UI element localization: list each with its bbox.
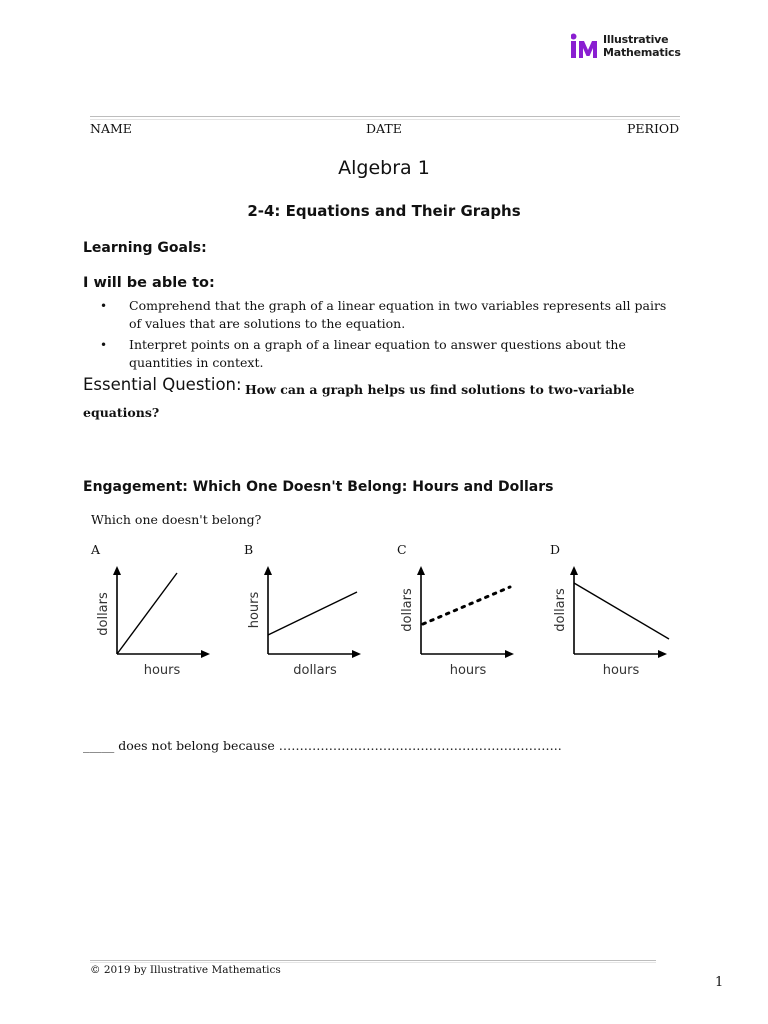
graph-d-xlabel: hours (602, 663, 640, 678)
graph-c-dotted-line (423, 587, 510, 624)
graph-c (392, 560, 532, 690)
bullet-icon: • (100, 338, 108, 352)
lesson-subtitle: 2-4: Equations and Their Graphs (247, 202, 521, 220)
essential-question-line: How can a graph helps us find solutions to two-variable (245, 382, 635, 397)
header-rule-top-inner (90, 119, 680, 120)
footer-rule-inner (90, 962, 656, 963)
graph-label-b: B (244, 542, 254, 557)
date-label: DATE (366, 121, 402, 136)
graph-a-line (117, 573, 177, 654)
graph-label-d: D (550, 542, 561, 557)
footer-rule (90, 960, 656, 961)
prompt-text: Which one doesn't belong? (91, 512, 262, 527)
bullet-icon: • (100, 299, 108, 313)
graph-b (239, 560, 379, 690)
goal-line: of values that are solutions to the equation. (129, 316, 406, 331)
footer-copyright: © 2019 by Illustrative Mathematics (90, 964, 281, 976)
graph-c-xlabel: hours (449, 663, 487, 678)
graph-b-xlabel: dollars (293, 663, 337, 678)
name-label: NAME (90, 121, 132, 136)
graph-b-line (268, 592, 357, 635)
able-to-heading: I will be able to: (83, 275, 215, 291)
goal-line: quantities in context. (129, 355, 264, 370)
logo-text-line1: Illustrative (603, 33, 669, 46)
page-title: Algebra 1 (338, 157, 430, 179)
graph-b-ylabel: hours (247, 591, 262, 629)
essential-question-text (83, 378, 683, 424)
graph-label-c: C (397, 542, 407, 557)
page-number: 1 (715, 975, 724, 990)
graph-d-line (574, 583, 669, 639)
graph-a-ylabel: dollars (96, 592, 111, 636)
goal-item (129, 297, 689, 333)
graph-c-ylabel: dollars (400, 588, 415, 632)
period-label: PERIOD (627, 121, 680, 136)
graph-label-a: A (91, 542, 101, 557)
goal-item (129, 336, 689, 372)
essential-question-label: Essential Question: (83, 375, 242, 394)
response-line: _____ does not belong because ………………………………………………………….. (83, 738, 562, 753)
goal-line: Interpret points on a graph of a linear equation to answer questions about the (129, 337, 626, 352)
header-rule-top (90, 116, 680, 117)
essential-question-line: equations? (83, 405, 160, 420)
logo-text (603, 33, 681, 59)
logo-text-line2: Mathematics (603, 46, 681, 59)
graph-d-ylabel: dollars (553, 588, 568, 632)
graph-a-xlabel: hours (143, 663, 181, 678)
learning-goals-heading: Learning Goals: (83, 240, 207, 256)
graph-d (545, 560, 685, 690)
engagement-heading: Engagement: Which One Doesn't Belong: Hours and Dollars (83, 479, 554, 495)
goal-line: Comprehend that the graph of a linear equation in two variables represents all pairs (129, 298, 667, 313)
graph-a (88, 560, 228, 690)
